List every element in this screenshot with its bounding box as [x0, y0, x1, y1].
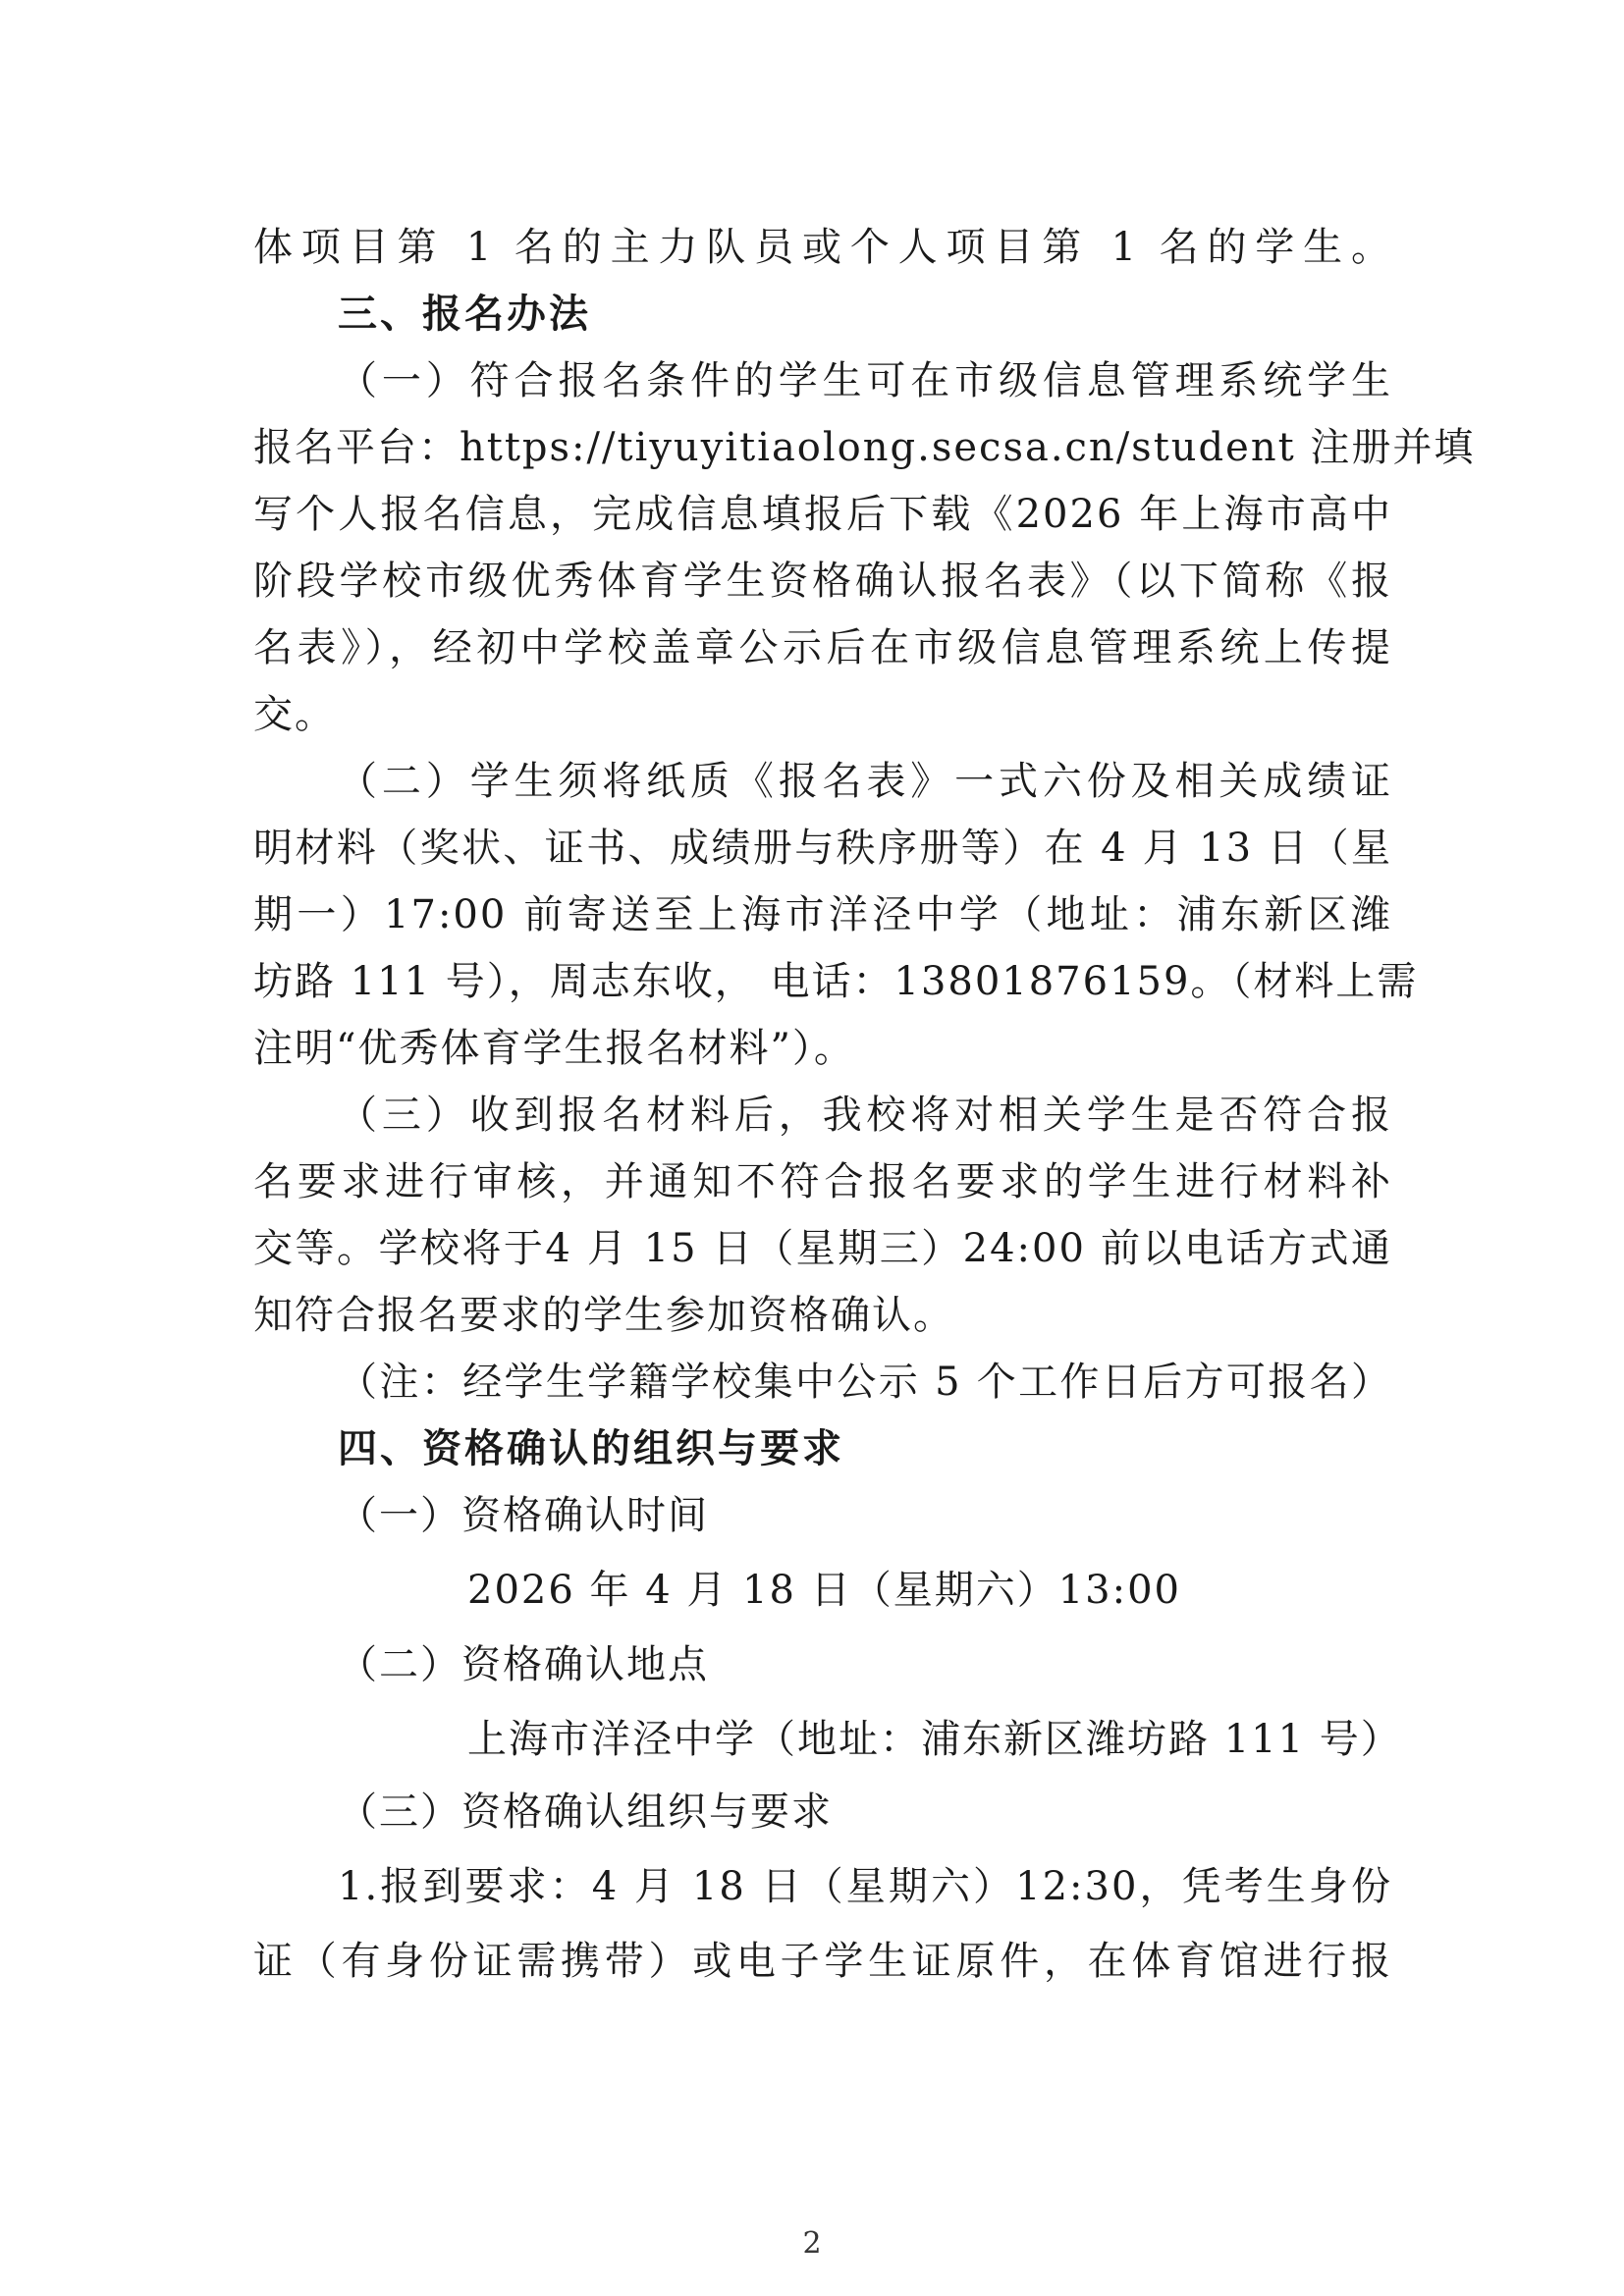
- paragraph-3-line-3: 交等。学校将于4 月 15 日（星期三）24:00 前以电话方式通: [253, 1226, 1392, 1271]
- paragraph-2-line-1: （二）学生须将纸质《报名表》一式六份及相关成绩证: [338, 759, 1392, 804]
- confirmation-location-value: 上海市洋泾中学（地址：浦东新区潍坊路 111 号）: [467, 1717, 1402, 1762]
- section-heading-registration: 三、报名办法: [338, 292, 591, 337]
- registration-note: （注：经学生学籍学校集中公示 5 个工作日后方可报名）: [338, 1360, 1392, 1405]
- paragraph-1-line-5: 名表》），经初中学校盖章公示后在市级信息管理系统上传提: [253, 625, 1392, 670]
- paragraph-1-line-6: 交。: [253, 692, 336, 737]
- paragraph-3-line-4: 知符合报名要求的学生参加资格确认。: [253, 1293, 954, 1338]
- confirmation-time-value: 2026 年 4 月 18 日（星期六）13:00: [467, 1568, 1181, 1613]
- subheading-confirmation-organization: （三）资格确认组织与要求: [338, 1789, 833, 1835]
- paragraph-1-line-3: 写个人报名信息，完成信息填报后下载《2026 年上海市高中: [253, 492, 1392, 537]
- paragraph-1-line-2: 报名平台：https://tiyuyitiaolong.secsa.cn/student 注册并填: [253, 425, 1476, 470]
- check-in-requirement-line-1: 1.报到要求：4 月 18 日（星期六）12:30，凭考生身份: [338, 1864, 1392, 1909]
- paragraph-2-line-5: 注明“优秀体育学生报名材料”）。: [253, 1026, 855, 1071]
- paragraph-2-line-2: 明材料（奖状、证书、成绩册与秩序册等）在 4 月 13 日（星: [253, 826, 1392, 871]
- paragraph-2-line-3: 期一）17:00 前寄送至上海市洋泾中学（地址：浦东新区潍: [253, 892, 1392, 937]
- paragraph-1-line-1: （一）符合报名条件的学生可在市级信息管理系统学生: [338, 358, 1392, 403]
- check-in-requirement-line-2: 证（有身份证需携带）或电子学生证原件，在体育馆进行报: [253, 1939, 1392, 1984]
- page-number: 2: [802, 2226, 822, 2261]
- text-line-continuation: 体项目第 1 名的主力队员或个人项目第 1 名的学生。: [253, 225, 1392, 270]
- paragraph-3-line-1: （三）收到报名材料后，我校将对相关学生是否符合报: [338, 1093, 1392, 1138]
- section-heading-qualification: 四、资格确认的组织与要求: [338, 1426, 844, 1471]
- subheading-confirmation-location: （二）资格确认地点: [338, 1642, 709, 1687]
- paragraph-3-line-2: 名要求进行审核，并通知不符合报名要求的学生进行材料补: [253, 1159, 1392, 1204]
- paragraph-2-line-4: 坊路 111 号），周志东收， 电话：13801876159。（材料上需: [253, 959, 1419, 1004]
- subheading-confirmation-time: （一）资格确认时间: [338, 1493, 709, 1538]
- paragraph-1-line-4: 阶段学校市级优秀体育学生资格确认报名表》（以下简称《报: [253, 559, 1392, 604]
